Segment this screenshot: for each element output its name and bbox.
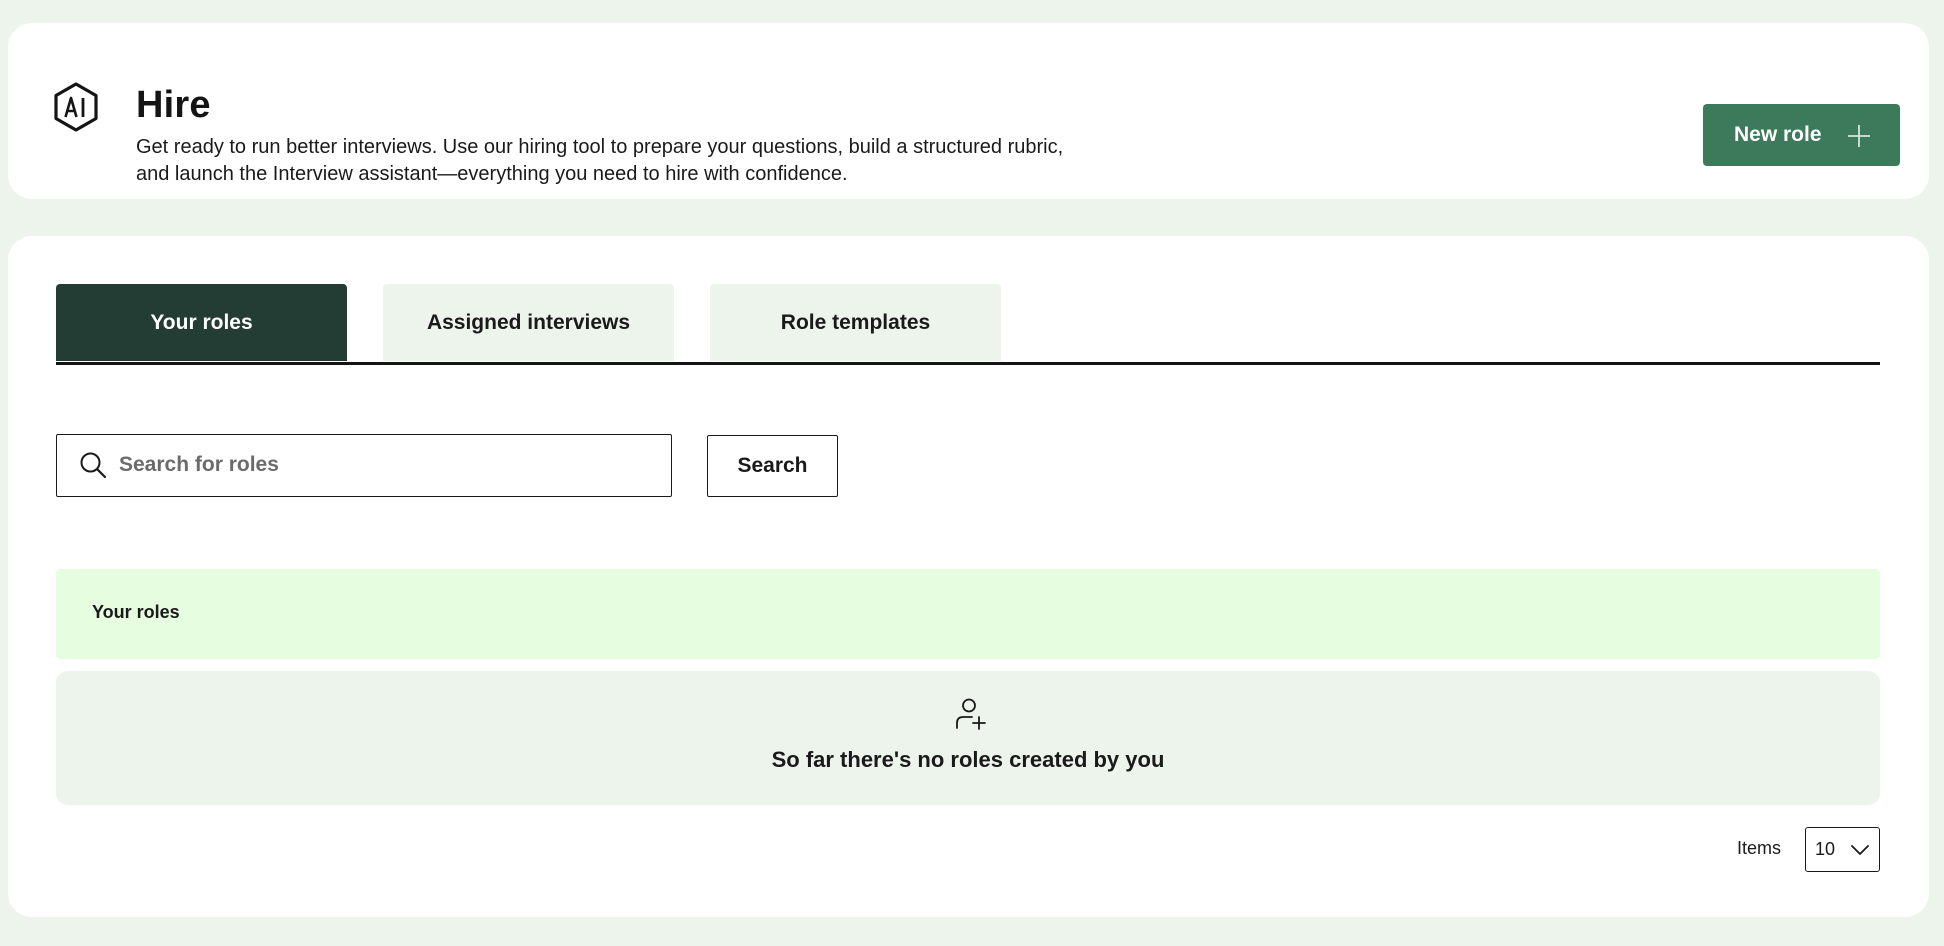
tab-label: Your roles: [150, 310, 253, 334]
tab-role-templates[interactable]: [710, 284, 1001, 361]
items-per-page-label: Items: [1737, 838, 1782, 858]
page-title: Hire: [136, 84, 211, 126]
main-card: [8, 236, 1929, 917]
search-box[interactable]: [56, 434, 672, 497]
tab-label: Role templates: [780, 310, 931, 334]
tab-bar: [56, 284, 1880, 365]
items-per-page-select[interactable]: [1805, 827, 1880, 872]
tab-your-roles[interactable]: [56, 284, 347, 361]
search-input[interactable]: [119, 445, 649, 485]
plus-icon: [1847, 124, 1871, 148]
search-button[interactable]: [707, 435, 838, 497]
chevron-down-icon: [1850, 840, 1870, 860]
search-icon: [79, 451, 107, 479]
page-description: Get ready to run better interviews. Use our hiring tool to prepare your questions, build a structured rubric, and launch the Interview assistant—everything you need to hire with confidence.: [136, 136, 1064, 185]
empty-state-message: So far there's no roles created by you: [771, 747, 1165, 772]
tab-label: Assigned interviews: [426, 310, 631, 334]
empty-state: [56, 671, 1880, 805]
roles-section-header: [56, 569, 1880, 659]
ai-logo-icon: [50, 81, 102, 133]
new-role-button[interactable]: [1703, 104, 1900, 166]
new-role-button-label: New role: [1734, 123, 1822, 146]
tab-assigned-interviews[interactable]: [383, 284, 674, 361]
header-card: [8, 23, 1929, 199]
items-per-page-value: 10: [1815, 839, 1836, 859]
roles-section-title: Your roles: [92, 602, 180, 622]
add-user-icon: [953, 697, 987, 731]
search-button-label: Search: [737, 454, 808, 477]
